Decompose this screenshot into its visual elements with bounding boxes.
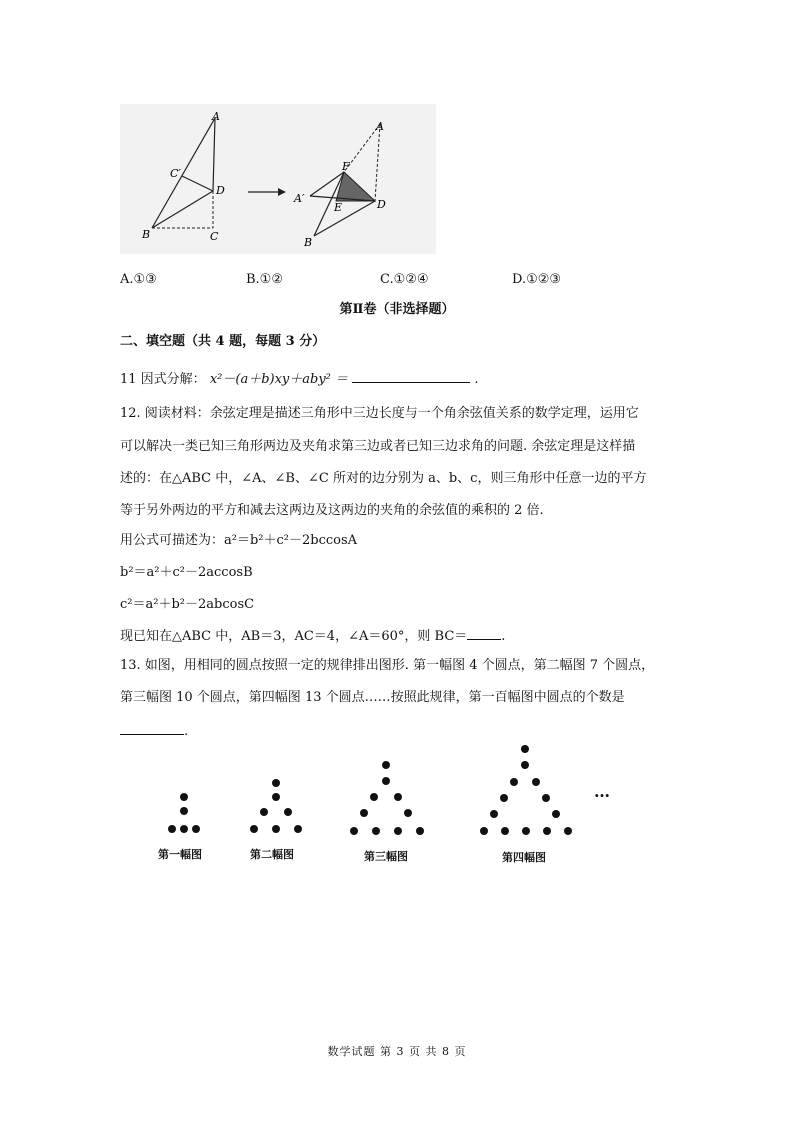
q12-given-text: 现已知在△ABC 中，AB＝3，AC＝4，∠A＝60°，则 BC＝ — [120, 629, 468, 644]
q12-line-4: 等于另外两边的平方和减去这两边及这两边的夹角的余弦值的乘积的 2 倍. — [120, 503, 544, 518]
caption-figure-2: 第二幅图 — [250, 848, 294, 861]
dot-figure-2 — [250, 779, 302, 833]
q12-answer-blank — [467, 625, 501, 640]
dot-figure-1 — [168, 793, 200, 833]
label-D-right: D — [377, 198, 386, 211]
q12-given-suffix: . — [501, 629, 506, 644]
q12-given — [120, 625, 505, 647]
q11-prefix: 11 因式分解： — [120, 372, 206, 387]
q13-suffix: . — [184, 724, 189, 739]
q13-answer-blank — [120, 720, 184, 735]
label-F: F — [342, 160, 350, 173]
caption-figure-1: 第一幅图 — [158, 848, 202, 861]
ellipsis-indicator: … — [594, 782, 610, 801]
q11-answer-blank — [352, 368, 470, 383]
q12-line-1: 12. 阅读材料：余弦定理是描述三角形中三边长度与一个角余弦值关系的数学定理，运用它 — [120, 406, 639, 421]
label-Aprime: A′ — [294, 192, 305, 205]
label-B-right: B — [304, 236, 313, 249]
question-11 — [120, 368, 478, 390]
q13-line-1: 13. 如图，用相同的圆点按照一定的规律排出图形. 第一幅图 4 个圆点，第二幅图 7 个圆点， — [120, 658, 655, 673]
caption-figure-4: 第四幅图 — [502, 851, 546, 864]
dot-pattern-figures — [150, 740, 630, 840]
label-E: E — [334, 201, 343, 214]
q12-formula-c: c²＝a²＋b²－2abcosC — [120, 597, 255, 612]
folding-triangle-figure — [120, 104, 436, 254]
label-D-left: D — [216, 184, 225, 197]
q12-formula-a: 用公式可描述为：a²＝b²＋c²－2bccosA — [120, 533, 358, 548]
option-c: C.①②④ — [380, 272, 429, 287]
q13-answer — [120, 720, 188, 742]
q12-line-2: 可以解决一类已知三角形两边及夹角求第三边或者已知三边求角的问题. 余弦定理是这样描 — [120, 439, 636, 454]
q13-line-2: 第三幅图 10 个圆点，第四幅图 13 个圆点……按照此规律，第一百幅图中圆点的个数是 — [120, 690, 625, 705]
dot-figure-3 — [350, 761, 424, 835]
q11-expression: x²－(a＋b)xy＋aby² ＝ — [209, 372, 349, 387]
page-footer: 数学试题 第 3 页 共 8 页 — [327, 1045, 467, 1058]
dot-figure-4 — [480, 745, 572, 835]
caption-figure-3: 第三幅图 — [364, 850, 408, 863]
label-A-left: A — [212, 110, 220, 123]
label-C-left: C — [210, 230, 219, 243]
option-a: A.①③ — [120, 272, 157, 287]
option-b: B.①② — [246, 272, 283, 287]
label-A-right: A — [376, 120, 384, 133]
triangle-fold-diagram — [120, 104, 436, 254]
q12-formula-b: b²＝a²＋c²－2accosB — [120, 565, 253, 580]
label-Cprime: C′ — [170, 167, 181, 180]
q11-suffix: . — [474, 372, 479, 387]
option-d: D.①②③ — [512, 272, 562, 287]
part2-heading: 二、填空题（共 4 题，每题 3 分） — [120, 334, 326, 349]
section-title: 第Ⅱ卷（非选择题） — [339, 302, 455, 317]
q12-line-3: 述的：在△ABC 中，∠A、∠B、∠C 所对的边分别为 a、b、c，则三角形中任意一边的平方 — [120, 471, 647, 486]
label-B-left: B — [142, 228, 151, 241]
